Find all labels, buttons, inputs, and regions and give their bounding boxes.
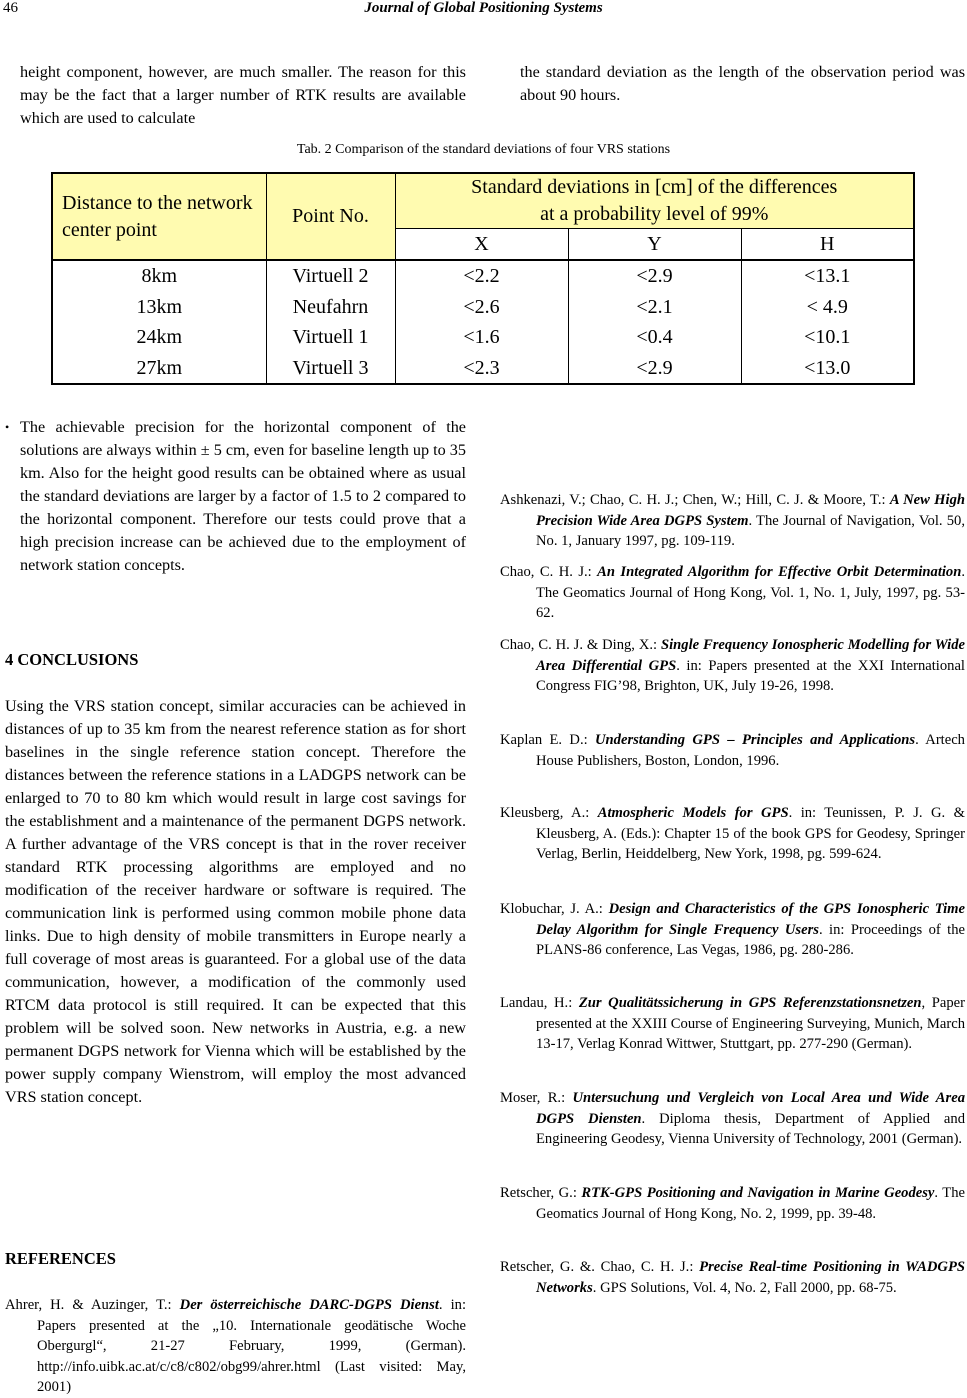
reference-title: Atmospheric Models for GPS xyxy=(597,805,789,821)
x-value-cell: <1.6 xyxy=(463,326,500,348)
reference-title: A New High Precision Wide Area DGPS System xyxy=(536,492,966,529)
cell-y-values xyxy=(568,260,741,384)
reference-item xyxy=(500,1257,965,1298)
reference-item xyxy=(500,899,965,961)
table-header-row xyxy=(52,173,914,229)
bullet-text: The achievable precision for the horizontal component of the solutions are always within ± 5 cm, even for baseline length up to 35 km. Also for the height good results can be obtained where as usual the standard deviations are larger by a factor of 1.5 to 2 compared to the horizontal component. Therefore our tests could prove that a high precision increase can be achieved due to the employment of network station concepts. xyxy=(20,418,466,574)
reference-title: RTK-GPS Positioning and Navigation in Marine Geodesy xyxy=(581,1185,935,1201)
h-value-cell: <10.1 xyxy=(804,326,851,348)
reference-details: . in: Proceedings of the PLANS-86 conference, Las Vegas, 1986, pg. 280-286. xyxy=(536,921,966,959)
bullet-icon: • xyxy=(5,420,10,434)
table-caption: Tab. 2 Comparison of the standard deviations of four VRS stations xyxy=(296,142,671,157)
reference-authors: Chao, C. H. J.: xyxy=(500,564,598,580)
reference-authors: Kleusberg, A.: xyxy=(500,805,598,821)
vrs-comparison-table xyxy=(51,172,915,385)
header-distance: Distance to the network center point xyxy=(52,173,266,260)
reference-item xyxy=(500,730,965,771)
header-sd-line2: at a probability level of 99% xyxy=(540,203,769,225)
reference-authors: Landau, H.: xyxy=(500,995,579,1011)
conclusions-paragraph: Using the VRS station concept, similar accuracies can be achieved in distances of up to 35 km from the nearest reference station as for short baselines in the single reference station concept. Therefore the distances between the reference stations in a LADGPS network can be enlarged to 70 to 80 km which would result in large cost savings for the establishment and a maintenance of the permanent DGPS network. A further advantage of the VRS concept is that in the rover receiver standard RTK processing algorithms are employed and no modification of the receiver hardware or software is required. The communication link is performed using common mobile phone data links. Due to high density of mobile transmitters in Europe nearly a full coverage of most areas is guaranteed. For a global use of the data communication, however, a modification of the commonly used RTCM data protocol is still required. It can be expected that this problem will be solved soon. New networks in Austria, e.g. a new permanent DGPS network for Vienna which will be established by the power supply company Wienstrom, will employ the most advanced VRS station concept. xyxy=(5,697,466,1106)
page-number: 46 xyxy=(3,0,18,16)
reference-details: . The Journal of Navigation, Vol. 50, No. 1, January 1997, pg. 109-119. xyxy=(536,512,965,550)
y-value-cell: <2.1 xyxy=(636,295,673,318)
cell-x-values xyxy=(395,260,568,384)
reference-item xyxy=(500,490,965,552)
distance-cell: 24km xyxy=(136,326,183,348)
reference-details: . Artech House Publishers, Boston, London, 1996. xyxy=(536,732,965,769)
point-cell: Virtuell 1 xyxy=(292,326,369,348)
reference-title: Precise Real-time Positioning in WADGPS Networks xyxy=(536,1259,965,1296)
reference-details: , Paper presented at the XXIII Course of Engineering Surveying, Munich, March 13-17, Verlag Konrad Wittwer, Stuttgart, pp. 277-290 (German). xyxy=(536,995,965,1053)
reference-item xyxy=(500,562,965,624)
reference-item xyxy=(500,993,965,1055)
reference-authors: Moser, R.: xyxy=(500,1090,573,1106)
table-body xyxy=(52,260,914,384)
cell-distances xyxy=(52,260,266,384)
x-value-cell: <2.2 xyxy=(463,265,500,287)
point-cell: Virtuell 2 xyxy=(292,265,369,287)
references-heading: REFERENCES xyxy=(5,1249,116,1268)
header-y: Y xyxy=(568,229,741,261)
reference-item xyxy=(500,803,965,865)
header-standard-deviations xyxy=(395,173,914,229)
x-value-cell: <2.3 xyxy=(463,356,500,379)
reference-authors: Retscher, G.: xyxy=(500,1185,582,1201)
reference-title: Zur Qualitätssicherung in GPS Referenzstationsnetzen xyxy=(578,995,922,1011)
reference-details: . The Geomatics Journal of Hong Kong, No. 2, 1999, pp. 39-48. xyxy=(536,1185,965,1222)
y-value-cell: <0.4 xyxy=(636,326,673,348)
reference-title: Understanding GPS – Principles and Applications xyxy=(595,732,916,748)
reference-item xyxy=(500,635,965,697)
reference-details: . in: Papers presented at the „10. Internationale geodätische Woche Obergurgl“, 21-27 February, 1999, (German). http://info.uibk.ac.at/c/c8/c802/obg99/ahrer.html (Last visited: May, 2001) xyxy=(37,1297,466,1396)
reference-details: . The Geomatics Journal of Hong Kong, Vol. 1, No. 1, July, 1997, pg. 53-62. xyxy=(536,564,965,622)
top-left-paragraph: height component, however, are much smaller. The reason for this may be the fact that a larger number of RTK results are available which are used to calculate xyxy=(20,63,466,127)
reference-details: . in: Teunissen, P. J. G. & Kleusberg, A. (Eds.): Chapter 15 of the book GPS for Geodesy, Springer Verlag, Berlin, Heiddelberg, New York, 1998, pg. 599-624. xyxy=(536,805,966,863)
reference-authors: Ahrer, H. & Auzinger, T.: xyxy=(5,1297,180,1313)
header-x: X xyxy=(395,229,568,261)
reference-item xyxy=(500,1088,965,1150)
cell-h-values xyxy=(741,260,914,384)
reference-title: Der österreichische DARC-DGPS Dienst xyxy=(179,1297,439,1313)
reference-authors: Ashkenazi, V.; Chao, C. H. J.; Chen, W.; Hill, C. J. & Moore, T.: xyxy=(500,492,890,508)
reference-details: . in: Papers presented at the XXI International Congress FIG’98, Brighton, UK, July 19-26, 1998. xyxy=(536,657,965,695)
x-value-cell: <2.6 xyxy=(463,295,500,318)
reference-title: Untersuchung und Vergleich von Local Area und Wide Area DGPS Diensten xyxy=(536,1090,965,1127)
reference-item xyxy=(500,1183,965,1224)
distance-cell: 8km xyxy=(141,265,178,287)
reference-title: Single Frequency Ionospheric Modelling for Wide Area Differential GPS xyxy=(536,637,966,674)
reference-title: Design and Characteristics of the GPS Ionospheric Time Delay Algorithm for Single Frequency Users xyxy=(536,901,966,938)
top-right-paragraph: the standard deviation as the length of the observation period was about 90 hours. xyxy=(520,63,965,104)
y-value-cell: <2.9 xyxy=(636,356,673,379)
reference-details: . Diploma thesis, Department of Applied and Engineering Geodesy, Vienna University of Technology, 2001 (German). xyxy=(536,1110,965,1148)
reference-authors: Klobuchar, J. A.: xyxy=(500,901,609,917)
conclusions-heading: 4 CONCLUSIONS xyxy=(5,650,139,669)
h-value-cell: < 4.9 xyxy=(806,295,848,318)
header-sd-line1: Standard deviations in [cm] of the differences xyxy=(471,176,838,198)
reference-authors: Kaplan E. D.: xyxy=(500,732,596,748)
header-point-no: Point No. xyxy=(266,173,395,260)
reference-item xyxy=(5,1295,466,1398)
journal-title: Journal of Global Positioning Systems xyxy=(364,0,603,16)
h-value-cell: <13.1 xyxy=(804,265,851,287)
y-value-cell: <2.9 xyxy=(636,265,673,287)
point-cell: Neufahrn xyxy=(292,295,369,318)
header-h: H xyxy=(741,229,914,261)
point-cell: Virtuell 3 xyxy=(292,356,369,379)
cell-points xyxy=(266,260,395,384)
distance-cell: 13km xyxy=(136,295,183,318)
h-value-cell: <13.0 xyxy=(804,356,851,379)
reference-title: An Integrated Algorithm for Effective Orbit Determination xyxy=(597,564,962,580)
reference-authors: Retscher, G. &. Chao, C. H. J.: xyxy=(500,1259,700,1275)
distance-cell: 27km xyxy=(136,356,183,379)
reference-details: . GPS Solutions, Vol. 4, No. 2, Fall 2000, pp. 68-75. xyxy=(592,1279,897,1296)
page-header xyxy=(0,0,967,20)
reference-authors: Chao, C. H. J. & Ding, X.: xyxy=(500,637,661,653)
